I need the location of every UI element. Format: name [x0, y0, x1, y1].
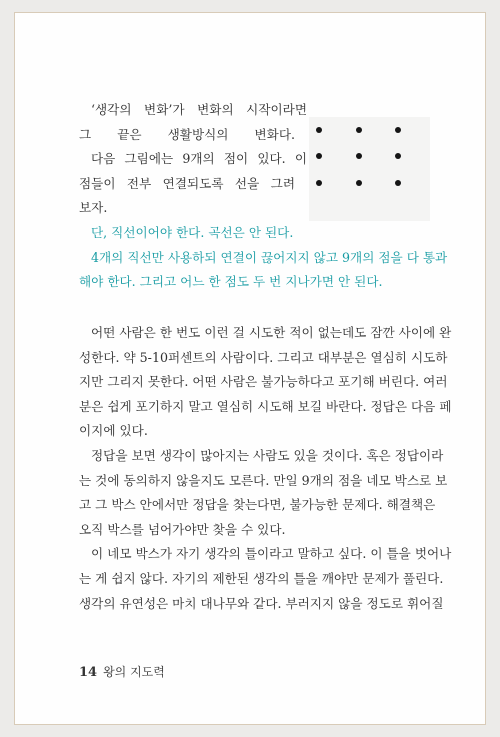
- body-line: 성한다. 약 5-10퍼센트의 사람이다. 그리고 대부분은 열심히 시도하: [79, 349, 448, 365]
- body-line: 어떤 사람은 한 번도 이런 걸 시도한 적이 없는데도 잠깐 사이에 완: [91, 325, 452, 340]
- intro-line: 점들이 전부 연결되도록 선을 그려: [79, 175, 295, 191]
- body-line: 생각의 유연성은 마치 대나무와 같다. 부러지지 않을 정도로 휘어질: [79, 595, 444, 611]
- intro-line: 그 끝은 생활방식의 변화다.: [79, 126, 295, 142]
- page-number: 14: [79, 665, 98, 680]
- body-line: 지만 그리지 못한다. 어떤 사람은 불가능하다고 포기해 버린다. 여러: [79, 374, 448, 390]
- body-line: 오직 박스를 넘어가야만 찾을 수 있다.: [79, 521, 286, 537]
- puzzle-dot: [356, 127, 362, 133]
- body-text: [79, 321, 452, 616]
- puzzle-dot: [395, 153, 401, 159]
- book-page: [14, 12, 486, 725]
- rule-line: 단, 직선이어야 한다. 곡선은 안 된다.: [91, 225, 294, 240]
- body-line: 이지에 있다.: [79, 423, 148, 439]
- body-line: 는 게 쉽지 않다. 자기의 제한된 생각의 틀을 깨야만 문제가 풀린다.: [79, 570, 444, 586]
- body-line: 분은 쉽게 포기하지 말고 열심히 시도해 보길 바란다. 정답은 다음 페: [79, 398, 452, 414]
- puzzle-dot: [316, 127, 322, 133]
- body-line: 이 네모 박스가 자기 생각의 틀이라고 말하고 싶다. 이 틀을 벗어나: [91, 546, 452, 562]
- body-line: 고 그 박스 안에서만 정답을 찾는다면, 불가능한 문제다. 해결책은: [79, 497, 436, 513]
- nine-dot-puzzle: [309, 117, 430, 221]
- intro-line: 보자.: [79, 200, 108, 216]
- puzzle-dot: [316, 180, 322, 186]
- puzzle-dot: [395, 127, 401, 133]
- intro-line: 다음 그림에는 9개의 점이 있다. 이: [91, 151, 307, 167]
- puzzle-dot: [316, 153, 322, 159]
- rule-line: 해야 한다. 그리고 어느 한 점도 두 번 지나가면 안 된다.: [79, 274, 383, 290]
- rule-line: 4개의 직선만 사용하되 연결이 끊어지지 않고 9개의 점을 다 통과: [91, 249, 448, 265]
- intro-line: ‘생각의 변화’가 변화의 시작이라면: [91, 102, 307, 117]
- body-line: 정답을 보면 생각이 많아지는 사람도 있을 것이다. 혹은 정답이라: [91, 447, 444, 463]
- puzzle-dot: [356, 180, 362, 186]
- book-title: 왕의 지도력: [103, 665, 165, 679]
- puzzle-rules: [79, 221, 448, 295]
- puzzle-dot: [356, 153, 362, 159]
- body-line: 는 것에 동의하지 않을지도 모른다. 만일 9개의 점을 네모 박스로 보: [79, 472, 448, 488]
- page-footer: [79, 663, 165, 680]
- puzzle-dot: [395, 180, 401, 186]
